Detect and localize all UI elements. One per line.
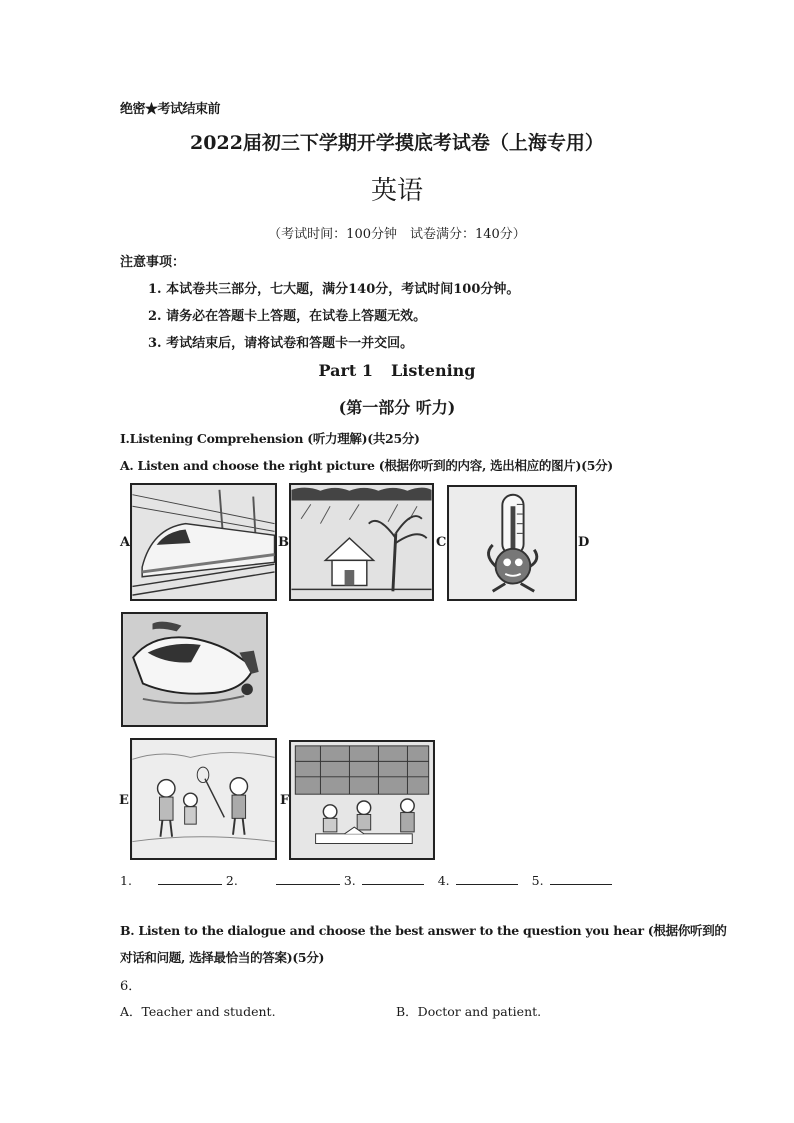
picture-f-letter: F: [280, 793, 290, 808]
question-6-option-a[interactable]: A．Teacher and student.: [120, 1004, 276, 1019]
storm-house-icon: [289, 483, 434, 601]
part1-chinese-heading: (第一部分 听力): [338, 398, 456, 417]
answer-blank-1[interactable]: [158, 872, 222, 885]
answer-number-3: 3.: [343, 873, 356, 888]
futuristic-car-icon: [121, 612, 268, 727]
children-reading-icon: [289, 740, 435, 860]
section-b-title-line1: B. Listen to the dialogue and choose the best answer to the question you hear (根据你听到的: [120, 923, 727, 938]
answer-blank-5[interactable]: [550, 872, 612, 885]
children-playing-icon: [130, 738, 277, 860]
notice-rule-1: 1. 本试卷共三部分，七大题，满分140分，考试时间100分钟。: [148, 282, 520, 297]
thermometer-character-icon: [447, 485, 577, 601]
answer-blank-4[interactable]: [456, 872, 518, 885]
high-speed-train-icon: [130, 483, 277, 601]
section-a-title: A. Listen and choose the right picture (根据你听到的内容, 选出相应的图片)(5分): [120, 458, 613, 473]
section1-title: I.Listening Comprehension (听力理解)(共25分): [120, 431, 420, 446]
answer-blanks-row: [120, 872, 612, 888]
part1-label: Part 1: [318, 361, 374, 380]
question-6-option-b[interactable]: B．Doctor and patient.: [396, 1004, 542, 1019]
notice-heading: 注意事项：: [120, 255, 186, 270]
answer-number-4: 4.: [437, 873, 450, 888]
picture-e-letter: E: [119, 793, 129, 808]
exam-timing: （考试时间：100分钟 试卷满分：140分）: [268, 227, 526, 242]
notice-rule-3: 3. 考试结束后，请将试卷和答题卡一并交回。: [148, 336, 414, 351]
subject-title: 英语: [370, 176, 423, 206]
answer-number-5: 5.: [531, 873, 544, 888]
part1-name: Listening: [391, 361, 476, 380]
picture-a-letter: A: [120, 535, 131, 550]
answer-number-1: 1.: [120, 873, 132, 888]
answer-blank-3[interactable]: [362, 872, 424, 885]
confidential-label: 绝密★考试结束前: [120, 102, 221, 117]
exam-title: 2022届初三下学期开学摸底考试卷（上海专用）: [190, 132, 604, 154]
section-b-title-line2: 对话和问题, 选择最恰当的答案)(5分): [120, 950, 325, 965]
picture-d-letter: D: [578, 535, 590, 550]
notice-rule-2: 2. 请务必在答题卡上答题，在试卷上答题无效。: [148, 309, 427, 324]
picture-c-letter: C: [436, 535, 447, 550]
answer-number-2: 2.: [225, 873, 238, 888]
question-6-number: 6．: [120, 979, 142, 994]
picture-b-letter: B: [278, 535, 289, 550]
answer-blank-2[interactable]: [276, 872, 340, 885]
part1-heading: [0, 361, 794, 380]
